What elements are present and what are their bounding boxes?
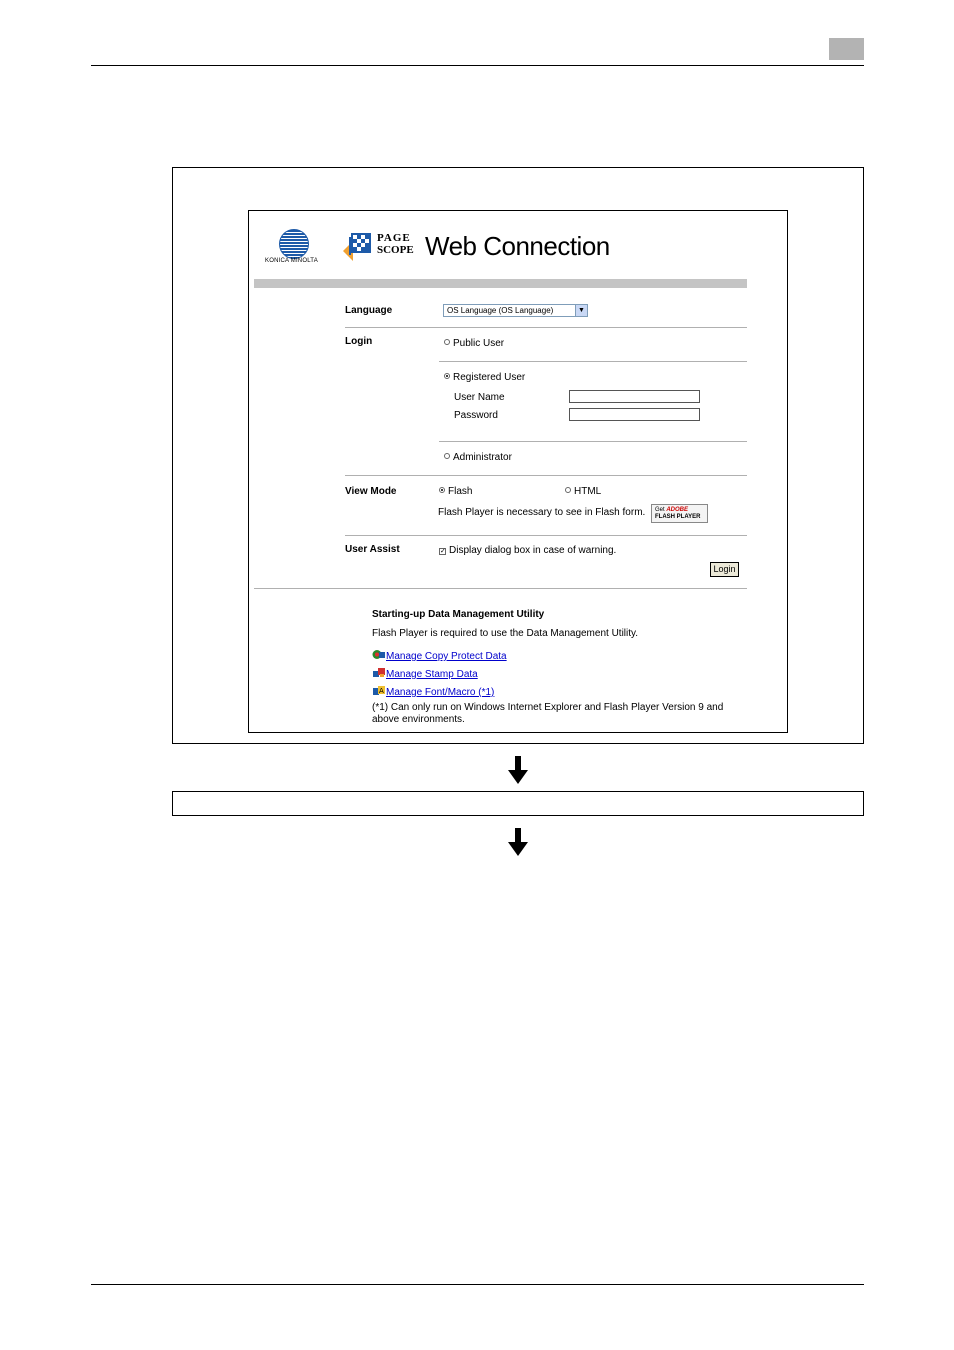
manage-font-macro-row[interactable] xyxy=(372,685,494,698)
konica-minolta-logo-text: KONICA MINOLTA xyxy=(265,258,318,264)
view-mode-label: View Mode xyxy=(345,486,397,497)
user-assist-checkbox[interactable]: ✓ xyxy=(440,548,446,555)
user-assist-label: User Assist xyxy=(345,544,400,555)
svg-text:A: A xyxy=(379,687,384,695)
administrator-radio[interactable] xyxy=(444,453,450,459)
pagescope-page-text: PAGE xyxy=(377,232,411,244)
divider xyxy=(439,361,747,362)
user-assist-option[interactable] xyxy=(439,545,616,556)
manage-font-macro-link[interactable]: Manage Font/Macro (*1) xyxy=(386,687,495,698)
data-management-heading: Starting-up Data Management Utility xyxy=(372,609,545,620)
badge-get-text: Get xyxy=(655,507,665,513)
language-select-value: OS Language (OS Language) xyxy=(447,306,554,315)
web-connection-title: Web Connection xyxy=(425,231,610,261)
chevron-down-icon[interactable]: ▼ xyxy=(575,305,587,316)
manage-copy-protect-row[interactable] xyxy=(372,649,507,662)
web-connection-login-screen xyxy=(248,210,788,733)
data-management-description: Flash Player is required to use the Data Management Utility. xyxy=(372,628,639,639)
page-tab-marker xyxy=(829,38,864,60)
badge-adobe-text: ADOBE xyxy=(666,507,689,513)
language-label: Language xyxy=(345,305,393,316)
pagescope-logo-icon xyxy=(341,229,375,263)
flash-radio[interactable] xyxy=(439,487,445,493)
konica-minolta-logo-icon xyxy=(279,229,309,259)
manage-copy-protect-link[interactable]: Manage Copy Protect Data xyxy=(386,651,507,662)
registered-user-label: Registered User xyxy=(453,372,526,383)
flash-note: Flash Player is necessary to see in Flash form. xyxy=(438,507,646,518)
pagescope-scope-text: SCOPE xyxy=(377,244,414,256)
registered-user-radio[interactable] xyxy=(444,373,450,379)
header-rule xyxy=(91,65,864,66)
public-user-label: Public User xyxy=(453,338,505,349)
divider xyxy=(345,327,747,328)
html-radio[interactable] xyxy=(565,487,571,493)
password-input[interactable] xyxy=(569,408,700,421)
copy-protect-icon xyxy=(372,649,386,660)
public-user-option[interactable] xyxy=(444,338,504,349)
html-option[interactable] xyxy=(565,486,601,497)
flash-label: Flash xyxy=(448,486,473,497)
down-arrow-icon xyxy=(508,828,528,856)
user-name-input[interactable] xyxy=(569,390,700,403)
manage-stamp-row[interactable] xyxy=(372,667,478,680)
user-assist-checkbox-label: Display dialog box in case of warning. xyxy=(449,545,617,556)
step-box xyxy=(172,791,864,816)
html-label: HTML xyxy=(574,486,602,497)
registered-user-option[interactable] xyxy=(444,372,525,383)
login-label: Login xyxy=(345,336,373,347)
public-user-radio[interactable] xyxy=(444,339,450,345)
flash-option[interactable] xyxy=(439,486,472,497)
administrator-label: Administrator xyxy=(453,452,512,463)
divider xyxy=(345,475,747,476)
password-label: Password xyxy=(454,410,498,421)
administrator-option[interactable] xyxy=(444,452,512,463)
down-arrow-icon xyxy=(508,756,528,784)
user-name-label: User Name xyxy=(454,392,505,403)
language-select[interactable] xyxy=(443,304,588,317)
footer-rule xyxy=(91,1284,864,1285)
manage-stamp-link[interactable]: Manage Stamp Data xyxy=(386,669,478,680)
get-flash-player-badge[interactable] xyxy=(651,504,708,523)
divider xyxy=(254,588,747,589)
footnote-line-1: (*1) Can only run on Windows Internet Explorer and Flash Player Version 9 and xyxy=(372,702,724,713)
stamp-icon xyxy=(372,667,386,678)
divider xyxy=(345,535,747,536)
footnote-line-2: above environments. xyxy=(372,714,465,725)
divider xyxy=(439,441,747,442)
badge-flash-player-text: FLASH PLAYER xyxy=(655,514,701,520)
login-button[interactable]: Login xyxy=(710,562,739,577)
font-macro-icon xyxy=(372,685,386,696)
header-bar xyxy=(254,279,747,288)
